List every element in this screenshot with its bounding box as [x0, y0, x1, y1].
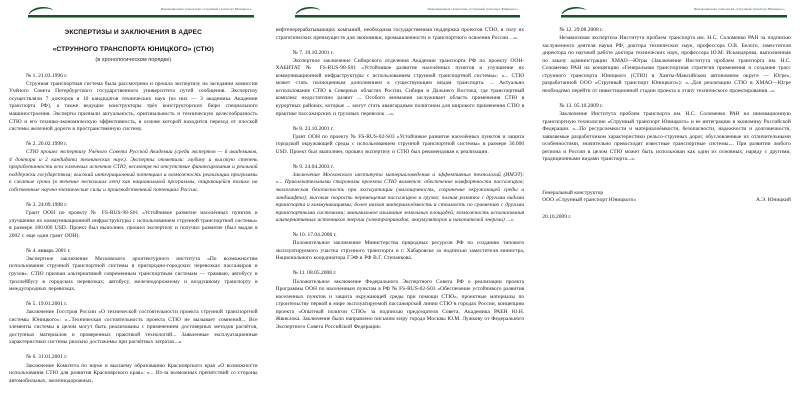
entry-text: Заключение Института проблем транспорта им. Н.С. Соломенко РАН на инновационную транспортную технологию «Струнный транспорт Юницкого» и ее интеграцию в экономику Российской Федерации. «...По ресурсоемкости и материалоёмкости, безопасности, надежности и долговечности, заявляемые разработчиком характеристики рельсо-струнных дорог, обусловленные их отличительными особенностями, значительно превосходят известные транспортные системы.... При развитии любого региона и России в целом СТЮ может быть использован как один из основных, наряду с другими, традиционными видами транспорта...». [542, 111, 791, 163]
entry-item [9, 202, 258, 240]
entry-item [276, 50, 525, 118]
signature-block [542, 190, 791, 222]
entry-item [9, 141, 258, 194]
entry-item [9, 301, 258, 347]
running-header-text: Инновационная технология «Струнный транспорт Юницкого» [427, 6, 519, 11]
entry-text: Грант ООН по проекту № FS-RUS-98-S01 «Устойчивое развитие населённых пунктов и улучшение их коммуникационной инфраструктуры с использованием струнной транспортной системы» в размере 180.000 USD. Проект был выполнен, прошел экспертизу и получил развитие (был выдан в 2002 г. еще один грант ООН). [9, 210, 258, 239]
entry-text: Струнная транспортная система была рассмотрена и прошла экспертизу на заседании комиссии Учёного Совета Петербургского государственного университета путей сообщения. Экспертизу осуществляли 7 докторов и 10 кандидатов технических наук (из них — 3 академика Академии транспорта РФ), а также ведущие конструкторы трёх конструкторских бюро специального машиностроения. Эксперты признали актуальность, оригинальность и техническую целесообразность СТЮ и его технико-экономическую эффективность, в основе которой находится переход от плоской системы железной дороги в пространственную систему. [9, 80, 258, 133]
yunitsky-swoosh-logo [561, 6, 587, 15]
signature-company: ООО «Струнный транспорт Юницкого» [542, 197, 637, 204]
entry-number: № 1. 21.03.1996 г. [26, 72, 68, 79]
page-column-3 [533, 0, 800, 409]
header-rule-thin [561, 17, 787, 18]
entry-number: № 7. 19.10.2001 г. [292, 49, 334, 56]
entry-list-2 [276, 27, 525, 339]
page-subtitle: (в хронологическом порядке) [95, 56, 172, 63]
entry-number: № 4. январь 2001 г. [26, 247, 71, 254]
page-column-1 [0, 0, 267, 409]
page-title-line2: «СТРУННОГО ТРАНСПОРТА ЮНИЦКОГО» (СТЮ) [52, 45, 214, 53]
running-header-text: Инновационная технология «Струнный транспорт Юницкого» [160, 6, 252, 11]
entry-list-3 [542, 27, 791, 222]
entry-number: № 12. 29.08.2008 г. [559, 27, 604, 33]
entry-text: Положительное заключение Министерства природных ресурсов РФ по созданию типового эксплуатируемого участка струнного транспорта в г. Хабаровске за подписью заместителя министра, Национального координатора ГЭФ в РФ В.Г. Степанкова. [275, 240, 525, 262]
running-header [542, 6, 791, 19]
entry-item [276, 164, 525, 225]
entry-list-1 [9, 73, 258, 393]
yunitsky-swoosh-logo [28, 6, 54, 15]
page-title-line1: ЭКСПЕРТИЗЫ И ЗАКЛЮЧЕНИЯ В АДРЕС [64, 29, 203, 36]
entry-number: № 8. 23.10.2001 г. [292, 125, 334, 132]
entry-item [276, 126, 525, 157]
header-rule-thin [28, 17, 254, 18]
entry-item [542, 103, 791, 164]
entry-text: Экспертное заключение Московского архитектурного института «По возможностям использования струнной транспортной системы в пригородно-городских перевозках пассажиров и грузов». СТЮ признан альтернативой современным транспортным системам — трамваю, автобусу и троллейбусу в городских перевозках; автобусу, железнодорожному и воздушному транспорту в междугородных перевозках. [9, 255, 258, 293]
entry-number: № 2. 20.02.1998 г. [26, 141, 68, 148]
entry-text: Экспертное заключение Сибирского отделения Академии транспорта РФ по проекту ООН-ХАБИТАТ № FS-RUS-98-S01 «Устойчивое развитие населённых пунктов и улучшение их коммуникационной инфраструктуры с использованием струнной транспортной системы»: «... СТЮ может стать полноценным дополнением к существующим видам транспорта. ... Актуально использование СТЮ в Северных областях России, Сибири и Дальнего Востока, где транспортный комплекс недостаточно развит ... Особого внимания заслуживает область применения СТЮ в курортных районах, которые ... могут стать авангардным полигоном для широкого применения СТЮ в практике пассажирских и грузовых перевозок ...». [275, 57, 525, 117]
signature-name: А.Э. Юницкий [756, 197, 791, 204]
running-header-text: Инновационная технология «Струнный транспорт Юницкого» [694, 6, 785, 11]
entry-number: № 6. 31.01.2001 г. [26, 354, 68, 361]
entry-text: Заключение Госстроя России «О технической состоятельности проекта струнной транспортной системы Юницкого»: «...Техническая состоятельность проекта СТЮ не вызывает сомнений... Все элементы системы в целом могут быть реализованы с применением достоверных методов расчётов, доступных материалов и проверенных практикой технологий... Заявленные эксплуатационные характеристики системы реально достижимы при расчётных затратах...» [9, 309, 258, 346]
entry-item [9, 73, 258, 134]
entry-text: Независимая экспертиза Института проблем транспорта им. Н.С. Соломенко РАН за подписью заслуженного деятеля науки РФ, доктора технических наук, профессора О.В. Белого, заместителя директора по научной работе доктора технических наук, профессора Ю.М. Искандерова, выполненная по заказу администрации ХМАО—Югры (Заключение Института проблем транспорта им. Н.С. Соломенко РАН на концепцию «Генеральная транспортная стратегия применения и создания трасс струнного транспорта Юницкого (СТЮ) в Ханты-Мансийском автономном округе — Югре», разработанной ООО «Струнный транспорт Юницкого»): «...Для реализации СТЮ в ХМАО—Югре необходимо перейти от инвестиционной стадии проекта к этапу технического проектирования...». [542, 35, 791, 94]
page-column-2 [267, 0, 534, 409]
entry-text: Заключение Московского института материаловедения и эффективных технологий (ИМЭТ): «... Привлекательными сторонами проекта СТЮ является: обеспечение комфортности пассажиров; экологическая безопасность при эксплуатации (малошумность, сохранение окружающей среды и ландшафта); высокая скорость перемещения пассажиров и грузов; полная развязка с другими видами транспорта и коммуникациями; более низкая материалоёмкость и стоимость по сравнению с другими транспортными системами; минимальное изымание земельных площадей; возможность использования альтернативных источников энергии (электроприводов, аккумуляторов и накопителей энергии) ...». [275, 171, 525, 224]
entry-number: № 5. 19.01.2001 г. [26, 301, 68, 308]
entry-number: № 13. 05.10.2009 г. [559, 102, 604, 109]
entry-text: Заключение Комитета по науке и высшему образованию Красноярского края «О возможности использования СТЮ для развития Красноярского края»: «... Из-за возможных препятствий со стороны автомобильных, железнодорожных, [9, 362, 258, 384]
entry-number: № 9. 24.04.2003 г. [292, 163, 334, 170]
signature-row [542, 197, 791, 205]
entry-text: Положительное заключение Федерального Экспертного Совета РФ о реализации проекта Программы ООН по населенным пунктам в РФ № FS-RUS-02-S03 «Обеспечение устойчивого развития населенных пунктов и защита окружающей среды при помощи СТЮ», проектные материалы по строительству первой в мире эксплуатируемой пассажирской линии СТЮ в городах России, концепцию проекта «Опытный полигон СТЮ» за подписью председателя Совета, Академика РАЕН Ю.Н. Жвиклока. Заключение было направлено письмом мэру города Москвы Ю.М. Лужкову от Федерального Экспертного Совета Российской Федерации. [275, 278, 525, 330]
running-header [9, 6, 258, 19]
entry-item [542, 27, 791, 95]
entry-number: № 10. 17.04.2006 г. [292, 232, 337, 239]
entry-item [9, 248, 258, 294]
entry-item [276, 232, 525, 263]
continued-text: нефтеперерабатывающих компаний, необходима государственная поддержка проектов СТЮ, в силу их стратегических преимуществ для экономики, промышленности и транспортного освоения России ...». [275, 27, 525, 41]
entry-item [276, 270, 525, 331]
entry-item [9, 354, 258, 385]
entry-text: Грант ООН по проекту № FS-RUS-02-S03 «Устойчивое развитие населённых пунктов и защита городской окружающей среды с использованием струнной транспортной системы» в размере 30.000 USD. Проект был выполнен, прошел экспертизу и СТЮ был рекомендован к реализации. [275, 133, 525, 155]
header-rule-thin [295, 17, 521, 18]
running-header [276, 6, 525, 19]
signature-date: 20.10.2009 г. [542, 214, 572, 221]
yunitsky-swoosh-logo [295, 6, 321, 15]
entry-text: СТЮ прошел экспертизу Учёного Совета Русской Академии (среди экспертов — 6 академиков, 4 доктора и 2 кандидата технических наук). Эксперты отметили: глубину и высокую степень проработанности всех ключевых аспектов СТЮ, несмотря на отсутствие финансирования и реальной поддержки государством; высокий интеграционный потенциал и возможность реализации программы в сжатые сроки (в течение нескольких лет) как национальной программы, опирающейся только на собственные научно-технические силы и производственный потенциал России. [9, 149, 258, 193]
entry-number: № 3. 24.09.1998 г. [26, 201, 68, 208]
signature-role: Генеральный конструктор [542, 189, 604, 196]
entry-number: № 11. 08.05.2008 г. [292, 270, 337, 277]
